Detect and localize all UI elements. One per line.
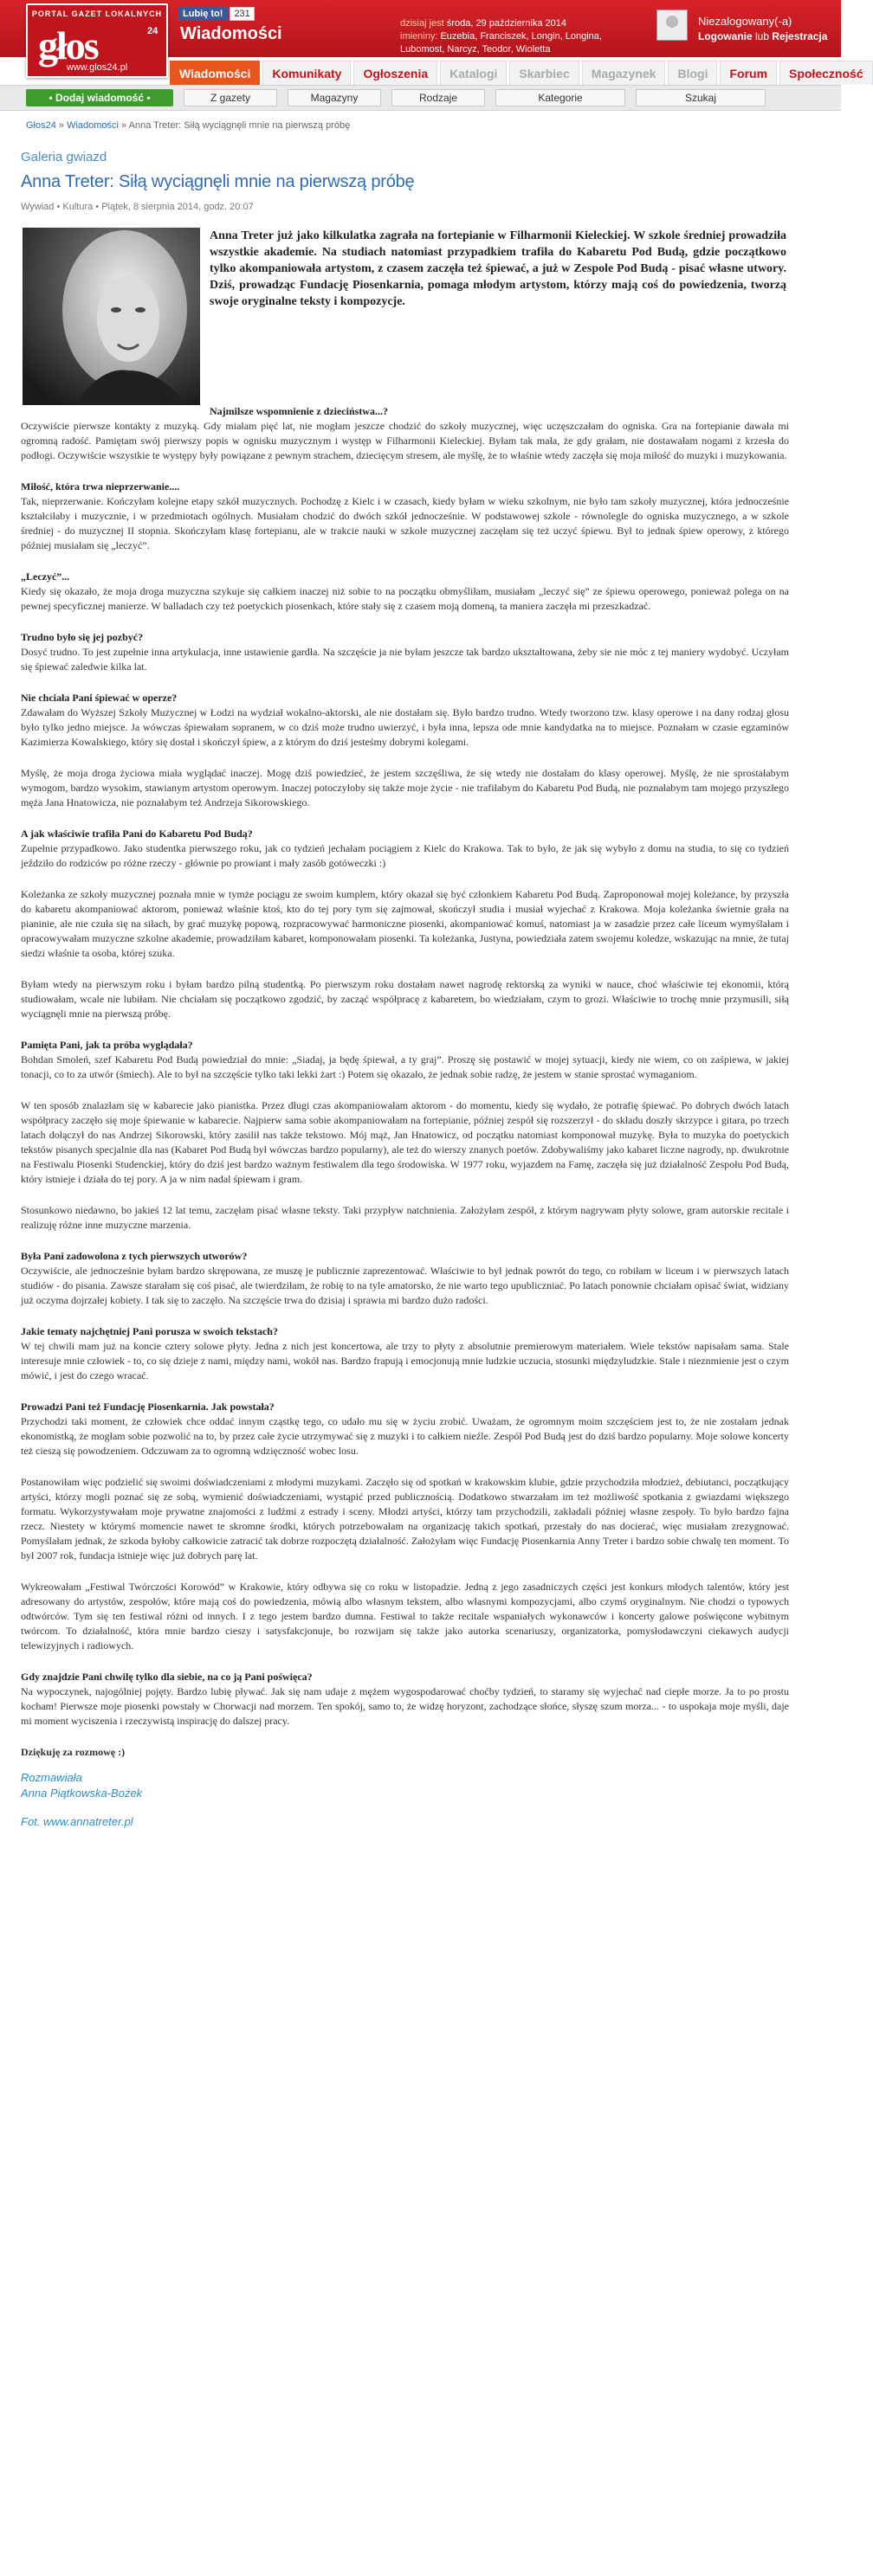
breadcrumb: Głos24 » Wiadomości » Anna Treter: Siłą wyciągnęli mnie na pierwszą próbę xyxy=(26,120,351,131)
auth-separator: lub xyxy=(755,30,770,42)
article-paragraph xyxy=(21,570,789,614)
article-paragraph xyxy=(21,1098,789,1187)
article-paragraph xyxy=(21,1203,789,1233)
nav-item-ogloszenia[interactable]: Ogłoszenia xyxy=(353,61,437,85)
subnav-szukaj[interactable]: Szukaj xyxy=(636,89,766,106)
article-paragraph xyxy=(21,977,789,1021)
subnav-z-gazety[interactable]: Z gazety xyxy=(184,89,277,106)
interview-question: „Leczyć”... xyxy=(21,570,70,583)
sub-nav xyxy=(0,85,841,111)
answer-text: Dosyć trudno. To jest zupełnie inna artykulacja, inne ustawienie gardła. Na szczęście ja nie byłam jeszcze tak bardzo ukształtowana, żeby sie nie móc z tej maniery wydobyć. Uczyłam się śpiewać zaledwie kilka lat. xyxy=(21,646,789,673)
names-list: Euzebia, Franciszek, Longin, Longina, Lubomost, Narcyz, Teodor, Wioletta xyxy=(400,31,602,55)
logo-word: głos xyxy=(38,23,98,68)
avatar xyxy=(656,10,688,41)
answer-text: Byłam wtedy na pierwszym roku i byłam bardzo pilną studentką. Po pierwszym roku dostałam nawet nagrodę rektorską za wyniki w nauce, choć właściwie tej ekonomii, którą studiowałam, wcale nie lubiłam. Nie chciałam się początkowo zgodzić, by zacząć współpracę z kabaretem, bo wiedziałam, czym to grozi. Właściwie to trochę mnie przymusili, siłą wyciągnęli mnie na pierwszą próbę. xyxy=(21,978,789,1020)
facebook-like-button[interactable]: Lubię to! xyxy=(178,7,228,21)
nav-item-forum[interactable]: Forum xyxy=(720,61,777,85)
login-link[interactable]: Logowanie xyxy=(698,30,753,42)
answer-text: Tak, nieprzerwanie. Kończyłam kolejne etapy szkół muzycznych. Pochodzę z Kielc i w czasach, kiedy byłam w wieku szkolnym, nie było tam szkoły muzycznej, która jednocześnie kształciłaby i muzycznie, i w przedmiotach ogólnych. Musiałam chodzić do dwóch szkół jednocześnie. W podstawowej szkole - równolegle do ogniska muzycznego, a w szkole średniej - do muzycznej II stopnia. Skończyłam klasę fortepianu, ale w trakcie nauki w szkole muzycznej zaczęłam się też uczyć śpiewu. Był to jednak śpiew operowy, z którego później musiałam się „leczyć”. xyxy=(21,495,789,551)
article-title: Anna Treter: Siłą wyciągnęli mnie na pierwszą próbę xyxy=(21,172,415,191)
answer-text: Postanowiłam więc podzielić się swoimi doświadczeniami z młodymi muzykami. Zaczęło się od spotkań w krakowskim klubie, gdzie przychodziła młodzież, debiutanci, początkujący artyści, którzy mogli poznać się ze sobą, wymienić doświadczeniami, wystąpić przed publicznością. Dodatkowo stwarzałam im też możliwość spotkania z gwiazdami większego formatu. Wykorzystywałam moje prywatne znajomości z ludźmi z estrady i sceny. Młodzi artyści, którzy tam przychodzili, zakładali później własne zespoły. To było bardzo fajna rzecz. Niestety w którymś momencie nawet te skromne środki, których potrzebowałam na organizację takich spotkań, przestały do nas docierać, więc musiałam zrezygnować. Pomyślałam jednak, że szkoda byłoby całkowicie zatracić tak dobrze rozpoczętą działalność. Założyłam więc Fundację Piosenkarnia Anny Treter i bardzo sobie chwalę ten moment. To był 2007 rok, fundacja istnieje więc już dobrych parę lat. xyxy=(21,1476,789,1562)
answer-text: Na wypoczynek, najogólniej pojęty. Bardzo lubię pływać. Jak się nam udaje z mężem wygospodarować choćby tydzień, to staramy się wyjechać nad ciepłe morze. Ja to po prostu kocham! Pierwsze moje piosenki powstały w Chorwacji nad morzem. Ten spokój, samo to, że widzę horyzont, zachodzące słońce, słyszę szum morza... - to uspokaja moje myśli, daje mi moment wyciszenia i rzeczywistą inspirację do dalszej pracy. xyxy=(21,1685,789,1727)
article-paragraph xyxy=(21,691,789,750)
logo-number: 24 xyxy=(147,26,158,36)
section-title: Wiadomości xyxy=(180,24,282,43)
today-label: dzisiaj jest xyxy=(400,18,444,29)
signature-label: Rozmawiała xyxy=(21,1771,82,1784)
interview-question: Nie chciała Pani śpiewać w operze? xyxy=(21,692,178,704)
article-lead xyxy=(21,228,789,432)
main-nav xyxy=(170,61,873,85)
article-photo[interactable] xyxy=(23,228,200,405)
register-link[interactable]: Rejestracja xyxy=(772,30,828,42)
portrait-image xyxy=(23,228,200,405)
answer-text: Stosunkowo niedawno, bo jakieś 12 lat temu, zaczęłam pisać własne teksty. Taki przypływ natchnienia. Założyłam zespół, z którym nagrywam płyty solowe, gram autorskie recitale i realizuję różne inne muzyczne marzenia. xyxy=(21,1204,789,1231)
article-paragraph xyxy=(21,1670,789,1729)
answer-text: Zdawałam do Wyższej Szkoły Muzycznej w Łodzi na wydział wokalno-aktorski, ale nie dostałam się. Było bardzo trudno. Wtedy tworzono tzw. klasy operowe i na dany rodzaj głosu było tylko jedno miejsce. Ja wówczas śpiewałam sopranem, w co dziś może trudno uwierzyć, i była inna, lepsza ode mnie kandydatka na to miejsce. Poznałam w czasie egzaminów Kazimierza Kowalskiego, który się dostał i skończył śpiew, a z którym do dziś jesteśmy dobrymi kolegami. xyxy=(21,706,789,748)
article-signature xyxy=(21,1770,789,1801)
interview-question: Trudno było się jej pozbyć? xyxy=(21,631,144,643)
answer-text: Oczywiście pierwsze kontakty z muzyką. Gdy miałam pięć lat, nie mogłam jeszcze chodzić do szkoły muzycznej, więc uczęszczałam do ogniska. Gra na fortepianie dawała mi ogromną radość. Pamiętam swój pierwszy popis w ognisku muzycznym i występ w Filharmonii Kieleckiej. Byłam tak mała, że gdy grałam, nie dostawałam nogami z krzesła do podłogi. Oczywiście wszystkie te występy były powiązane z pewnym strachem, dziecięcym stresem, ale myślę, że to właśnie wtedy zaczęła się moja miłość do muzyki i muzykowania. xyxy=(21,420,789,461)
answer-text: Myślę, że moja droga życiowa miała wyglądać inaczej. Mogę dziś powiedzieć, że jestem szczęśliwa, że się wtedy nie dostałam do klasy operowej. Myślę, że nie sprostałabym wymogom, bardzo wysokim, stawianym artystom operowym. Inaczej potoczyłoby się także moje życie - nie trafiłabym do Kabaretu Pod Budą, nie poznałabym tam mojego przyszłego męża Jana Hnatowicza, nie poznałabym też Andrzeja Sikorowskiego. xyxy=(21,767,789,808)
answer-text: Oczywiście, ale jednocześnie byłam bardzo skrępowana, ze muszę je publicznie zaprezentować. Właściwie to był jednak powrót do tego, co robiłam w liceum i w pierwszych latach studiów - do pisania. Zawsze starałam się coś pisać, ale twierdziłam, że robię to na tyle amatorsko, że nie warto tego upubliczniać. Po latach ponownie chciałam opisać świat, widziany już oczyma dojrzałej kobiety. I tak się to zaczęło. Na szczęście trwa do dzisiaj i sprawia mi bardzo dużo radości. xyxy=(21,1265,789,1306)
user-box xyxy=(650,4,836,49)
site-logo[interactable] xyxy=(26,3,168,78)
article-paragraph xyxy=(21,887,789,961)
article-category[interactable]: Galeria gwiazd xyxy=(21,150,107,164)
photo-credit: Fot. www.annatreter.pl xyxy=(21,1815,133,1828)
article-paragraph xyxy=(21,1324,789,1383)
facebook-like-count: 231 xyxy=(230,7,254,21)
answer-text: W ten sposób znalazłam się w kabarecie jako pianistka. Przez długi czas akompaniowałam aktorom - do momentu, kiedy się wydało, że potrafię śpiewać. Po dobrych dwóch latach współpracy zaczęło się moje śpiewanie w kabarecie. Najpierw sama sobie akompaniowałam na fortepianie, później zespół się rozszerzył - do składu doszły skrzypce i gitara, po trzech latach dołączył do nas Andrzej Sikorowski, który zasilił nas także tekstowo. Mój mąż, Jan Hnatowicz, od początku natomiast komponował muzykę. Była to muzyka do poetyckich tekstów pisanych specjalnie dla nas (Kabaret Pod Budą był wówczas bardzo popularny), ale też do wierszy znanych poetów. Zdobywaliśmy jako kabaret liczne nagrody, np. dwukrotnie na Festiwalu Piosenki Studenckiej, który do dziś jest bardzo ważnym festiwalem dla tego środowiska. W 1977 roku, wyjazdem na Famę, zaczęła się już działalność Zespołu Pod Budą, który istnieje i działa do tej pory. A ja w nim nadal śpiewam i gram. xyxy=(21,1099,789,1185)
user-name[interactable]: Niezalogowany(-a) xyxy=(698,15,792,28)
article xyxy=(21,150,789,1828)
article-paragraph xyxy=(21,1400,789,1459)
interview-question: Miłość, która trwa nieprzerwanie.... xyxy=(21,480,180,493)
subnav-magazyny[interactable]: Magazyny xyxy=(288,89,381,106)
nav-item-skarbiec[interactable]: Skarbiec xyxy=(509,61,579,85)
interview-question: Jakie tematy najchętniej Pani porusza w swoich tekstach? xyxy=(21,1325,278,1337)
article-paragraph xyxy=(21,1580,789,1653)
interview-question: Gdy znajdzie Pani chwilę tylko dla siebie, na co ją Pani poświęca? xyxy=(21,1671,313,1683)
nav-item-katalogi[interactable]: Katalogi xyxy=(440,61,507,85)
answer-text: Koleżanka ze szkoły muzycznej poznała mnie w tymże pociągu ze swoim kumplem, który okazał się być członkiem Kabaretu Pod Budą. Zaproponował mojej koleżance, by przyszła do kabaretu akompaniować aktorom, ponieważ właśnie ktoś, kto do tej pory tym się zajmował, skończył studia i musiał wyjechać z Krakowa. Moja koleżanka świetnie grała na pianinie, ale nie czuła się na siłach, by grać muzykę popową, rozpracowywać harmoniczne piosenki, akompaniować komuś, natomiast ja w zasadzie przez całe liceum wymyślałam i opracowywałam muzyczne szkolne akademie, prowadziłam kabaret, komponowałam piosenki. Ta koleżanka, Justyna, powiedziała zatem swojemu koledze, wskazując na mnie, że tutaj siedzi właśnie ta osoba, której szuka. xyxy=(21,888,789,959)
nav-item-wiadomosci[interactable]: Wiadomości xyxy=(170,61,260,85)
article-meta: Wywiad • Kultura • Piątek, 8 sierpnia 2014, godz. 20:07 xyxy=(21,202,254,212)
subnav-kategorie[interactable]: Kategorie xyxy=(495,89,625,106)
answer-text: Przychodzi taki moment, że człowiek chce oddać innym cząstkę tego, co udało mu się w życiu zrobić. Uważam, że ogromnym moim szczęściem jest to, że nie zostałam jednak ekonomistką, że mogłam sobie pozwolić na to, by przez całe życie utrzymywać się z muzyki i to całkiem nieźle. Zespół Pod Budą jest do dziś bardzo popularny. Moje solowe koncerty też cieszą się powodzeniem. Odczuwam za to ogromną wdzięczność wobec losu. xyxy=(21,1415,789,1457)
interview-question: Była Pani zadowolona z tych pierwszych utworów? xyxy=(21,1250,248,1262)
nav-item-komunikaty[interactable]: Komunikaty xyxy=(262,61,351,85)
answer-text: Wykreowałam „Festiwal Twórczości Korowód” w Krakowie, który odbywa się co roku w listopadzie. Jedną z jego zasadniczych części jest konkurs młodych talentów, który jest adresowany do artystów, zespołów, które mają coś do powiedzenia, mówią albo własnym tekstem, albo własnymi kompozycjami, albo czymś oryginalnym. Nie chodzi o typowych odtwórców. Tym się ten festiwal różni od innych. I z tego jestem bardzo dumna. Festiwal to także recitale wspaniałych wykonawców i koncerty galowe poświęcone wybitnym twórcom. To działalność, która mnie bardzo cieszy i satysfakcjonuje, bo rozwijam się także jako autorka scenariuszy, organizatorka, pomysłodawczyni ciekawych audycji telewizyjnych i radiowych. xyxy=(21,1581,789,1652)
auth-links xyxy=(698,30,827,42)
article-paragraph xyxy=(21,480,789,553)
article-paragraph xyxy=(21,630,789,674)
interview-question: Najmilsze wspomnienie z dzieciństwa...? xyxy=(210,405,388,417)
answer-text: W tej chwili mam już na koncie cztery solowe płyty. Jedna z nich jest koncertowa, ale trzy to płyty z absolutnie premierowym materiałem. Wiele tekstów napisałam sama. Stale interesuje mnie człowiek - to, co się dzieje z nami, między nami, wokół nas. Bardzo frapują i emocjonują mnie ludzkie uczucia, stosunki międzyludzkie. Stale i nieznmienie jest o czym mówić, i jest do czego wracać. xyxy=(21,1340,789,1381)
article-paragraph xyxy=(21,1038,789,1082)
breadcrumb-home[interactable]: Głos24 xyxy=(26,120,56,131)
subnav-rodzaje[interactable]: Rodzaje xyxy=(391,89,485,106)
answer-text: Kiedy się okazało, że moja droga muzyczna szykuje się całkiem inaczej niż sobie to na początku obmyśliłam, musiałam „leczyć się” ze śpiewu operowego, ponieważ polega on na pewnej specyficznej manierze. W balladach czy też poetyckich piosenkach, które stały się z czasem moją domeną, ta maniera zaczęła mi przeszkadzać. xyxy=(21,585,789,612)
add-news-button[interactable]: • Dodaj wiadomość • xyxy=(26,89,173,106)
article-paragraph xyxy=(21,1475,789,1563)
interview-question: A jak właściwie trafiła Pani do Kabaretu Pod Budą? xyxy=(21,828,253,840)
breadcrumb-section[interactable]: Wiadomości xyxy=(67,120,119,131)
logo-tagline: PORTAL GAZET LOKALNYCH xyxy=(31,10,163,18)
nav-item-magazynek[interactable]: Magazynek xyxy=(582,61,666,85)
article-paragraph xyxy=(21,766,789,810)
date-info xyxy=(400,17,617,56)
breadcrumb-current: Anna Treter: Siłą wyciągnęli mnie na pierwszą próbę xyxy=(128,120,351,131)
site-header xyxy=(0,0,863,80)
interview-question: Pamięta Pani, jak ta próba wyglądała? xyxy=(21,1039,193,1051)
answer-text: Bohdan Smoleń, szef Kabaretu Pod Budą powiedział do mnie: „Siadaj, ja będę śpiewał, a ty graj”. Proszę się postawić w mojej sytuacji, kiedy nie wiem, co on zaśpiewa, w jakiej tonacji, co to za utwór (śmiech). Ale to był na szczęście tylko taki lekki żart :) Potem się okazało, że jednak sobie radzę, że jestem w stanie sprostać wymaganiom. xyxy=(21,1053,789,1080)
article-thanks: Dziękuję za rozmowę :) xyxy=(21,1746,126,1758)
logo-url: www.glos24.pl xyxy=(66,62,128,73)
nav-item-spolecznosc[interactable]: Społeczność xyxy=(779,61,873,85)
signature-name: Anna Piątkowska-Bożek xyxy=(21,1787,143,1800)
facebook-like[interactable] xyxy=(178,6,255,21)
names-label: imieniny: xyxy=(400,31,438,42)
article-body xyxy=(21,404,789,1729)
article-lead-text: Anna Treter już jako kilkulatka zagrała na fortepianie w Filharmonii Kieleckiej. W szkole średniej prowadziła wszystkie akademie. Na studiach natomiast przypadkiem trafiła do Kabaretu Pod Budą, gdzie początkowo tylko akompaniowała artystom, z czasem zaczęła też śpiewać, a już w Zespole Pod Budą - pisać własne utwory. Dziś, prowadząc Fundację Piosenkarnia, pomaga młodym artystom, którzy mają coś do powiedzenia, tworzą swoje oryginalne teksty i kompozycje. xyxy=(210,229,786,308)
answer-text: Zupełnie przypadkowo. Jako studentka pierwszego roku, jak co tydzień jechałam pociągiem z Kielc do Krakowa. Tak to było, że jak się wybyło z domu na studia, to się co tydzień jeździło do rodziców po różne rzeczy - głównie po prowiant i mały zasób gotóweczki :) xyxy=(21,842,789,869)
interview-question: Prowadzi Pani też Fundację Piosenkarnia. Jak powstała? xyxy=(21,1401,275,1413)
article-paragraph xyxy=(21,1249,789,1308)
nav-item-blogi[interactable]: Blogi xyxy=(668,61,717,85)
article-paragraph xyxy=(21,827,789,871)
today-date: środa, 29 października 2014 xyxy=(446,18,567,29)
